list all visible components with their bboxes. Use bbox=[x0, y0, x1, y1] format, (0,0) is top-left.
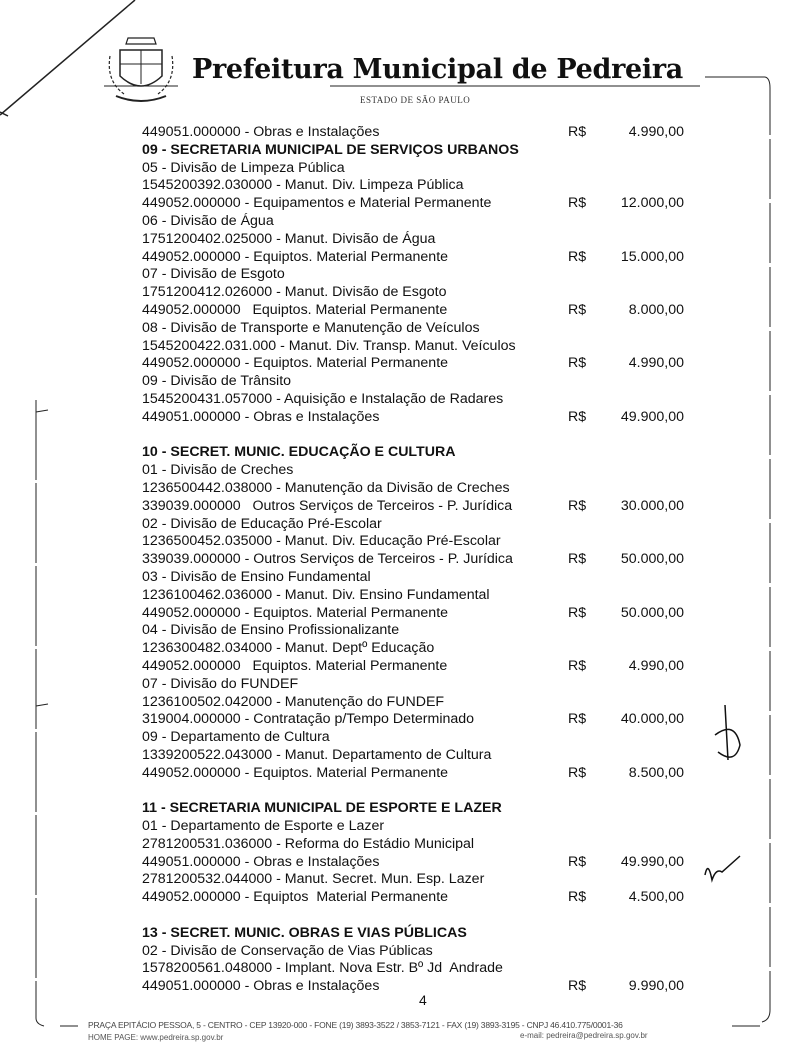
amount: 9.990,00 bbox=[628, 978, 684, 995]
budget-line bbox=[142, 160, 702, 178]
currency-symbol: R$ bbox=[568, 711, 587, 728]
line-text: 1545200431.057000 - Aquisição e Instalação de Radares bbox=[142, 390, 504, 407]
currency-symbol: R$ bbox=[568, 604, 587, 621]
section-heading bbox=[142, 142, 702, 160]
budget-line bbox=[142, 729, 702, 747]
blank-line bbox=[142, 782, 702, 800]
budget-line bbox=[142, 943, 702, 961]
line-text: 449052.000000 - Equiptos Material Permanente bbox=[142, 889, 449, 906]
amount: 4.990,00 bbox=[628, 355, 684, 372]
budget-line bbox=[142, 355, 702, 373]
line-text: 449052.000000 Equiptos. Material Permanente bbox=[142, 301, 448, 318]
line-text: 1751200402.025000 - Manut. Divisão de Água bbox=[142, 230, 436, 247]
amount: 49.990,00 bbox=[620, 853, 684, 870]
line-text: 09 - Divisão de Trânsito bbox=[142, 373, 292, 390]
amount: 8.000,00 bbox=[628, 301, 684, 318]
currency-symbol: R$ bbox=[568, 764, 587, 781]
budget-line bbox=[142, 605, 702, 623]
line-text: 449052.000000 - Equiptos. Material Permanente bbox=[142, 248, 449, 265]
budget-line bbox=[142, 373, 702, 391]
currency-symbol: R$ bbox=[568, 551, 587, 568]
line-text: 1236500452.035000 - Manut. Div. Educação Pré-Escolar bbox=[142, 533, 501, 550]
line-text: 449052.000000 - Equipamentos e Material Permanente bbox=[142, 195, 492, 212]
line-text: 1545200392.030000 - Manut. Div. Limpeza Pública bbox=[142, 177, 464, 194]
budget-line bbox=[142, 284, 702, 302]
line-text: 449051.000000 - Obras e Instalações bbox=[142, 978, 380, 995]
budget-line bbox=[142, 836, 702, 854]
line-text: 09 - SECRETARIA MUNICIPAL DE SERVIÇOS URBANOS bbox=[142, 141, 519, 158]
line-text: 339039.000000 - Outros Serviços de Terceiros - P. Jurídica bbox=[142, 551, 513, 568]
amount: 4.990,00 bbox=[628, 657, 684, 674]
amount: 40.000,00 bbox=[620, 711, 684, 728]
line-text: 04 - Divisão de Ensino Profissionalizante bbox=[142, 622, 400, 639]
budget-line bbox=[142, 569, 702, 587]
budget-line bbox=[142, 213, 702, 231]
line-text: 09 - Departamento de Cultura bbox=[142, 729, 330, 746]
budget-line bbox=[142, 694, 702, 712]
line-text: 07 - Divisão de Esgoto bbox=[142, 266, 285, 283]
currency-symbol: R$ bbox=[568, 124, 587, 140]
currency-symbol: R$ bbox=[568, 195, 587, 212]
budget-line bbox=[142, 409, 702, 427]
budget-line bbox=[142, 266, 702, 284]
budget-line bbox=[142, 711, 702, 729]
budget-line bbox=[142, 854, 702, 872]
line-text: 01 - Departamento de Esporte e Lazer bbox=[142, 818, 385, 835]
blank-line bbox=[142, 427, 702, 445]
currency-symbol: R$ bbox=[568, 853, 587, 870]
line-text: 1578200561.048000 - Implant. Nova Estr. Bº Jd Andrade bbox=[142, 960, 503, 977]
line-text: 03 - Divisão de Ensino Fundamental bbox=[142, 568, 371, 585]
currency-symbol: R$ bbox=[568, 248, 587, 265]
line-text: 1339200522.043000 - Manut. Departamento de Cultura bbox=[142, 746, 492, 763]
section-heading bbox=[142, 444, 702, 462]
budget-line bbox=[142, 587, 702, 605]
line-text: 2781200531.036000 - Reforma do Estádio Municipal bbox=[142, 835, 475, 852]
amount: 4.500,00 bbox=[628, 889, 684, 906]
budget-line bbox=[142, 551, 702, 569]
budget-line bbox=[142, 658, 702, 676]
line-text: 449052.000000 - Equiptos. Material Permanente bbox=[142, 355, 449, 372]
currency-symbol: R$ bbox=[568, 301, 587, 318]
line-text: 449051.000000 - Obras e Instalações bbox=[142, 853, 380, 870]
budget-line bbox=[142, 960, 702, 978]
section-heading bbox=[142, 800, 702, 818]
line-text: 319004.000000 - Contratação p/Tempo Determinado bbox=[142, 711, 475, 728]
line-text: 10 - SECRET. MUNIC. EDUCAÇÃO E CULTURA bbox=[142, 444, 456, 461]
page-title: Prefeitura Municipal de Pedreira bbox=[192, 54, 683, 85]
initials-signature-1 bbox=[715, 705, 740, 760]
currency-symbol: R$ bbox=[568, 497, 587, 514]
footer-address: PRAÇA EPITÁCIO PESSOA, 5 - CENTRO - CEP 13920-000 - FONE (19) 3893-3522 / 3853-7121 - FAX (19) 3893-3195 - CNPJ 46.410.775/0001-36 bbox=[88, 1020, 623, 1030]
currency-symbol: R$ bbox=[568, 408, 587, 425]
line-text: 449052.000000 - Equiptos. Material Permanente bbox=[142, 604, 449, 621]
footer-home-page: HOME PAGE: www.pedreira.sp.gov.br bbox=[88, 1033, 224, 1042]
state-subtitle: ESTADO DE SÃO PAULO bbox=[360, 95, 471, 105]
budget-line bbox=[142, 622, 702, 640]
budget-line bbox=[142, 462, 702, 480]
line-text: 1236500442.038000 - Manutenção da Divisão de Creches bbox=[142, 479, 510, 496]
budget-line bbox=[142, 533, 702, 551]
budget-line bbox=[142, 818, 702, 836]
amount: 12.000,00 bbox=[620, 195, 684, 212]
line-text: 07 - Divisão do FUNDEF bbox=[142, 675, 299, 692]
line-text: 13 - SECRET. MUNIC. OBRAS E VIAS PÚBLICAS bbox=[142, 924, 467, 941]
amount: 50.000,00 bbox=[620, 604, 684, 621]
budget-line bbox=[142, 391, 702, 409]
line-text: 01 - Divisão de Creches bbox=[142, 462, 294, 479]
page-number: 4 bbox=[419, 992, 427, 1008]
line-text: 1545200422.031.000 - Manut. Div. Transp. Manut. Veículos bbox=[142, 337, 516, 354]
amount: 50.000,00 bbox=[620, 551, 684, 568]
budget-line bbox=[142, 765, 702, 783]
blank-line bbox=[142, 907, 702, 925]
amount: 30.000,00 bbox=[620, 497, 684, 514]
line-text: 05 - Divisão de Limpeza Pública bbox=[142, 159, 345, 176]
budget-line bbox=[142, 177, 702, 195]
currency-symbol: R$ bbox=[568, 978, 587, 995]
line-text: 449052.000000 Equiptos. Material Permanente bbox=[142, 657, 448, 674]
budget-line bbox=[142, 640, 702, 658]
budget-lines bbox=[142, 124, 702, 996]
budget-line bbox=[142, 338, 702, 356]
currency-symbol: R$ bbox=[568, 657, 587, 674]
budget-line bbox=[142, 231, 702, 249]
budget-line bbox=[142, 249, 702, 267]
currency-symbol: R$ bbox=[568, 889, 587, 906]
budget-line bbox=[142, 871, 702, 889]
amount: 15.000,00 bbox=[620, 248, 684, 265]
budget-line bbox=[142, 676, 702, 694]
line-text: 449051.000000 - Obras e Instalações bbox=[142, 124, 380, 140]
line-text: 11 - SECRETARIA MUNICIPAL DE ESPORTE E LAZER bbox=[142, 800, 502, 817]
line-text: 02 - Divisão de Educação Pré-Escolar bbox=[142, 515, 382, 532]
budget-line bbox=[142, 498, 702, 516]
initials-signature-2 bbox=[705, 856, 740, 880]
line-text: 1236300482.034000 - Manut. Deptº Educação bbox=[142, 640, 435, 657]
footer-email: e-mail: pedreira@pedreira.sp.gov.br bbox=[520, 1031, 648, 1040]
amount: 4.990,00 bbox=[628, 124, 684, 140]
budget-line bbox=[142, 889, 702, 907]
budget-line bbox=[142, 124, 702, 142]
budget-line bbox=[142, 480, 702, 498]
budget-line bbox=[142, 747, 702, 765]
amount: 8.500,00 bbox=[628, 764, 684, 781]
budget-line bbox=[142, 516, 702, 534]
section-heading bbox=[142, 925, 702, 943]
line-text: 449052.000000 - Equiptos. Material Permanente bbox=[142, 764, 449, 781]
line-text: 449051.000000 - Obras e Instalações bbox=[142, 408, 380, 425]
line-text: 1236100502.042000 - Manutenção do FUNDEF bbox=[142, 693, 445, 710]
line-text: 02 - Divisão de Conservação de Vias Públicas bbox=[142, 942, 433, 959]
line-text: 1236100462.036000 - Manut. Div. Ensino Fundamental bbox=[142, 586, 490, 603]
line-text: 08 - Divisão de Transporte e Manutenção de Veículos bbox=[142, 319, 480, 336]
budget-line bbox=[142, 302, 702, 320]
currency-symbol: R$ bbox=[568, 355, 587, 372]
budget-line bbox=[142, 195, 702, 213]
line-text: 1751200412.026000 - Manut. Divisão de Esgoto bbox=[142, 284, 447, 301]
line-text: 339039.000000 Outros Serviços de Terceiros - P. Jurídica bbox=[142, 497, 513, 514]
amount: 49.900,00 bbox=[620, 408, 684, 425]
coat-of-arms-emblem bbox=[104, 36, 178, 106]
line-text: 06 - Divisão de Água bbox=[142, 212, 274, 229]
line-text: 2781200532.044000 - Manut. Secret. Mun. Esp. Lazer bbox=[142, 871, 485, 888]
budget-line bbox=[142, 320, 702, 338]
